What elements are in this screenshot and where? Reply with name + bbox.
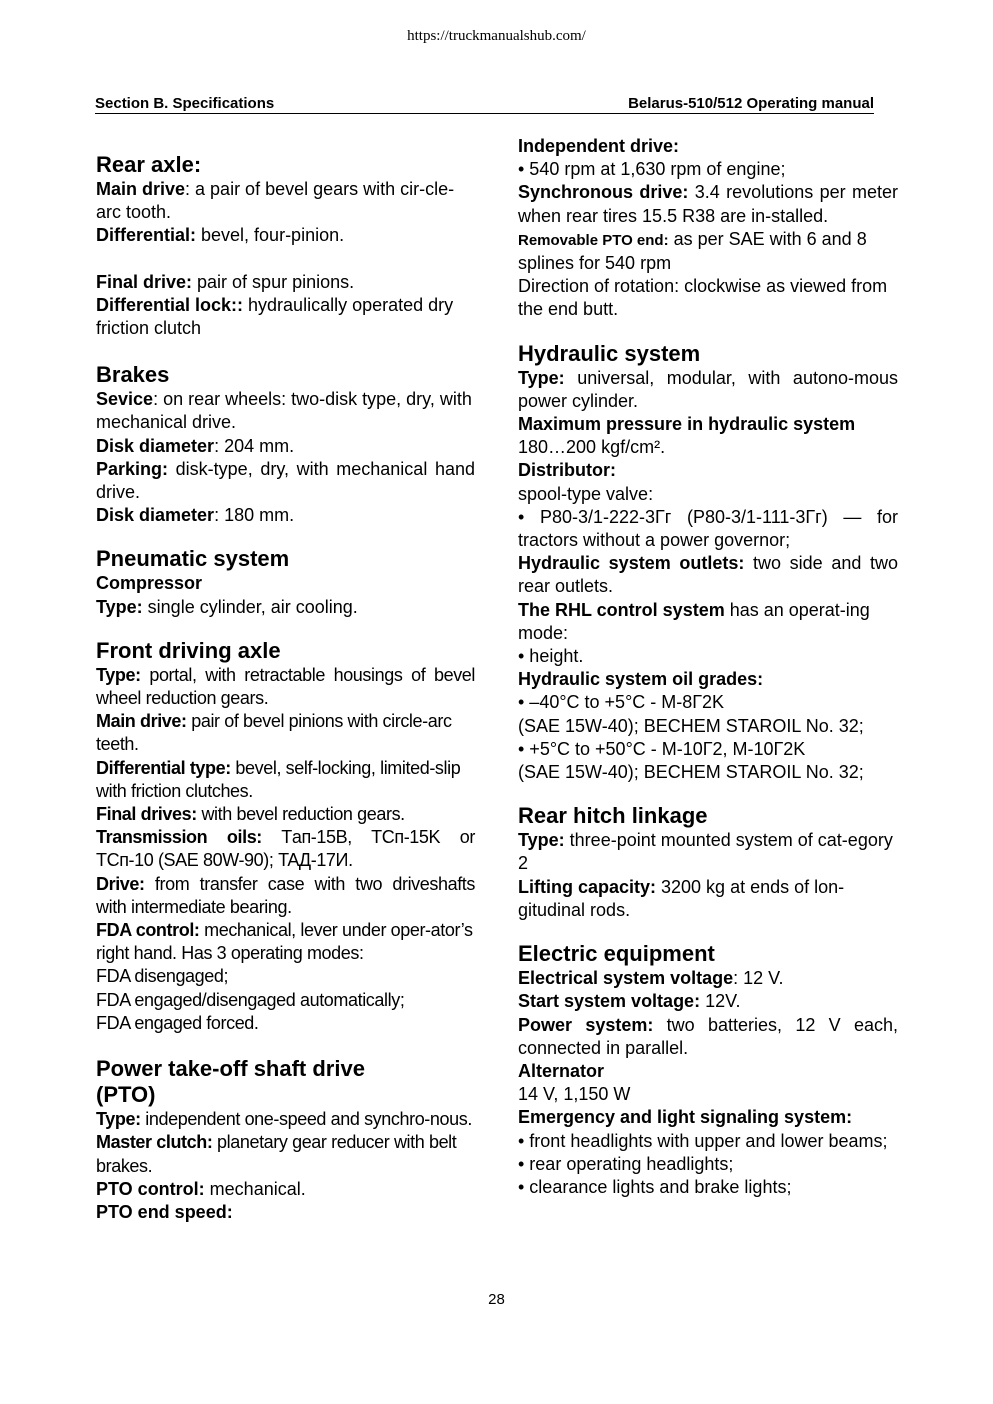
spec-label: Sevice bbox=[96, 389, 154, 410]
section-title: Electric equipment bbox=[518, 941, 715, 967]
list-item: FDA disengaged; bbox=[96, 966, 229, 987]
spec-text: Direction of rotation: clockwise as viewed from the end butt. bbox=[518, 276, 888, 320]
spec-text: three-point mounted system of cat-egory 2 bbox=[518, 830, 893, 874]
spec-label: Type: bbox=[96, 596, 143, 617]
spec-text: independent one-speed and synchro-nous. bbox=[140, 1109, 472, 1130]
right-column bbox=[518, 135, 898, 1199]
list-item: • 540 rpm at 1,630 rpm of engine; bbox=[518, 159, 786, 180]
spec-label: Start system voltage: bbox=[518, 991, 701, 1012]
spec-label: Final drive: bbox=[96, 271, 193, 292]
spec-label: FDA control: bbox=[96, 920, 200, 941]
spec-text: portal, with retractable housings of bevel wheel reduction gears. bbox=[96, 664, 475, 709]
list-item: FDA engaged/disengaged automatically; bbox=[96, 989, 405, 1010]
spec-item bbox=[96, 435, 475, 458]
spec-label: Main drive: bbox=[96, 711, 187, 732]
rear-axle-section bbox=[96, 152, 475, 340]
spec-item bbox=[96, 504, 475, 527]
spec-item bbox=[518, 990, 898, 1013]
hydraulic-section bbox=[518, 341, 898, 785]
spec-item bbox=[518, 181, 898, 227]
spec-text: 14 V, 1,150 W bbox=[518, 1084, 631, 1105]
spec-label: Drive: bbox=[96, 873, 145, 894]
spec-text: : 12 V. bbox=[733, 968, 784, 989]
list-item: FDA engaged forced. bbox=[96, 1012, 259, 1033]
header-manual: Belarus-510/512 Operating manual bbox=[628, 95, 874, 112]
spec-item bbox=[96, 271, 475, 294]
spec-text: from transfer case with two driveshafts with intermediate bearing. bbox=[96, 873, 475, 917]
spec-item bbox=[518, 228, 898, 275]
spec-text: Tап-15B, TCп-15K or TCп-10 (SAE 80W-90); TAД-17И. bbox=[96, 827, 475, 871]
spec-text: has an operat-ing mode: bbox=[518, 599, 870, 643]
list-item: • front headlights with upper and lower beams; bbox=[518, 1130, 888, 1151]
spec-item bbox=[96, 803, 475, 826]
spec-text: two batteries, 12 V each, connected in parallel. bbox=[518, 1014, 898, 1058]
spec-text: 3.4 revolutions per meter when rear tires 15.5 R38 are in-stalled. bbox=[518, 182, 898, 226]
left-column bbox=[96, 152, 475, 1224]
spec-item bbox=[518, 876, 898, 922]
spec-text: : 180 mm. bbox=[214, 505, 295, 526]
spec-label: Hydraulic system outlets: bbox=[518, 553, 745, 574]
page-number: 28 bbox=[488, 1291, 505, 1308]
spec-item bbox=[96, 757, 475, 803]
spec-label: PTO end speed: bbox=[96, 1201, 233, 1222]
spec-item bbox=[96, 458, 475, 504]
list-item: • P80-3/1-222-3Гг (P80-3/1-111-3Гг) — for tractors without a power governor; bbox=[518, 506, 898, 551]
spec-text: two side and two rear outlets. bbox=[518, 553, 898, 597]
spec-text: mechanical, lever under oper-ator’s right hand. Has 3 operating modes: bbox=[96, 920, 473, 964]
spec-item bbox=[518, 552, 898, 598]
spec-label: Type: bbox=[96, 1109, 141, 1130]
spec-label: Type: bbox=[96, 664, 141, 685]
section-title-cont: (PTO) bbox=[96, 1082, 156, 1108]
spec-label: Alternator bbox=[518, 1060, 605, 1081]
spec-item bbox=[518, 829, 898, 875]
list-item: (SAE 15W-40); BECHEM STAROIL No. 32; bbox=[518, 762, 864, 783]
spec-item bbox=[96, 1131, 475, 1177]
spec-text: spool-type valve: bbox=[518, 483, 654, 504]
list-item: • rear operating headlights; bbox=[518, 1153, 734, 1174]
spec-text: : 204 mm. bbox=[214, 435, 295, 456]
spec-item bbox=[96, 710, 475, 756]
section-title: Rear hitch linkage bbox=[518, 803, 708, 829]
spec-text: universal, modular, with autono-mous power cylinder. bbox=[518, 367, 898, 411]
spec-label: Main drive bbox=[96, 179, 186, 199]
spec-label: Hydraulic system oil grades: bbox=[518, 669, 764, 690]
spec-label: Differential: bbox=[96, 225, 197, 246]
spec-text: : a pair of bevel gears with cir-cle-arc tooth. bbox=[96, 179, 455, 223]
pneumatic-section bbox=[96, 546, 475, 618]
spec-label: PTO control: bbox=[96, 1178, 205, 1199]
spec-label: The RHL control system bbox=[518, 599, 725, 620]
spec-label: Type: bbox=[518, 830, 565, 851]
front-axle-section bbox=[96, 638, 475, 1035]
spec-label: Power system: bbox=[518, 1014, 654, 1035]
spec-item bbox=[96, 596, 475, 619]
spec-label: Differential lock:: bbox=[96, 294, 244, 315]
subheading: Compressor bbox=[96, 573, 203, 594]
spec-item bbox=[518, 1014, 898, 1060]
spec-label: Emergency and light signaling system: bbox=[518, 1107, 853, 1128]
spec-label: Differential type: bbox=[96, 757, 231, 778]
hitch-section bbox=[518, 803, 898, 922]
spec-item bbox=[96, 178, 475, 224]
spec-item bbox=[96, 388, 475, 434]
spec-item bbox=[518, 599, 898, 645]
page-header bbox=[95, 95, 874, 114]
list-item: • clearance lights and brake lights; bbox=[518, 1176, 792, 1197]
spec-item bbox=[96, 1108, 475, 1131]
spec-label: Removable PTO end: bbox=[518, 231, 669, 249]
spec-item bbox=[96, 664, 475, 710]
list-item: • height. bbox=[518, 646, 584, 667]
spec-label: Final drives: bbox=[96, 804, 197, 825]
spec-label: Disk diameter bbox=[96, 435, 215, 456]
list-item: (SAE 15W-40); BECHEM STAROIL No. 32; bbox=[518, 715, 864, 736]
spec-label: Maximum pressure in hydraulic system bbox=[518, 414, 856, 435]
header-section: Section B. Specifications bbox=[95, 95, 275, 112]
spec-label: Disk diameter bbox=[96, 505, 215, 526]
spec-item bbox=[96, 826, 475, 872]
spec-item bbox=[96, 1178, 475, 1201]
section-title: Power take-off shaft drive bbox=[96, 1056, 365, 1082]
spec-label: Transmission oils: bbox=[96, 827, 262, 848]
spec-item bbox=[518, 967, 898, 990]
spec-text: 3200 kg at ends of lon-gitudinal rods. bbox=[518, 876, 845, 920]
spec-item bbox=[96, 224, 475, 247]
spec-label: Master clutch: bbox=[96, 1132, 213, 1153]
section-title: Pneumatic system bbox=[96, 546, 290, 572]
spec-item bbox=[96, 294, 475, 340]
spec-label: Independent drive: bbox=[518, 136, 680, 156]
spec-label: Synchronous drive: bbox=[518, 182, 689, 203]
spec-text: with bevel reduction gears. bbox=[196, 804, 405, 825]
spec-label: Parking: bbox=[96, 458, 169, 479]
spec-text: as per SAE with 6 and 8 splines for 540 rpm bbox=[518, 228, 867, 274]
spec-label: Distributor: bbox=[518, 460, 616, 481]
spec-item bbox=[96, 919, 475, 965]
spec-text: bevel, four-pinion. bbox=[196, 225, 345, 246]
pto-section bbox=[96, 1056, 475, 1224]
spec-item bbox=[96, 873, 475, 919]
spec-label: Electrical system voltage bbox=[518, 968, 734, 989]
spec-value: 180…200 kgf/cm². bbox=[518, 437, 666, 458]
spec-text: pair of bevel pinions with circle-arc teeth. bbox=[96, 711, 452, 755]
spec-text: : on rear wheels: two-disk type, dry, with mechanical drive. bbox=[96, 389, 472, 433]
spec-text: mechanical. bbox=[204, 1178, 306, 1199]
spec-text: disk-type, dry, with mechanical hand drive. bbox=[96, 458, 475, 503]
spec-label: Type: bbox=[518, 367, 565, 388]
spec-text: planetary gear reducer with belt brakes. bbox=[96, 1132, 457, 1176]
brakes-section bbox=[96, 362, 475, 527]
list-item: • –40°C to +5°C - M-8Г2K bbox=[518, 692, 725, 713]
spec-label: Lifting capacity: bbox=[518, 876, 657, 897]
section-title: Brakes bbox=[96, 362, 170, 388]
electric-section bbox=[518, 941, 898, 1199]
spec-text: hydraulically operated dry friction clutch bbox=[96, 294, 454, 339]
spec-text: 12V. bbox=[700, 991, 741, 1012]
section-title: Hydraulic system bbox=[518, 340, 701, 366]
section-title: Front driving axle bbox=[96, 637, 281, 663]
spec-text: single cylinder, air cooling. bbox=[142, 596, 358, 617]
spec-text: bevel, self-locking, limited-slip with friction clutches. bbox=[96, 757, 461, 801]
spec-text: pair of spur pinions. bbox=[192, 271, 355, 292]
pto-continued-section bbox=[518, 135, 898, 322]
section-title: Rear axle: bbox=[96, 152, 202, 177]
spec-item bbox=[518, 367, 898, 413]
source-url[interactable]: https://truckmanualshub.com/ bbox=[407, 28, 586, 44]
list-item: • +5°C to +50°C - M-10Г2, M-10Г2K bbox=[518, 738, 806, 759]
